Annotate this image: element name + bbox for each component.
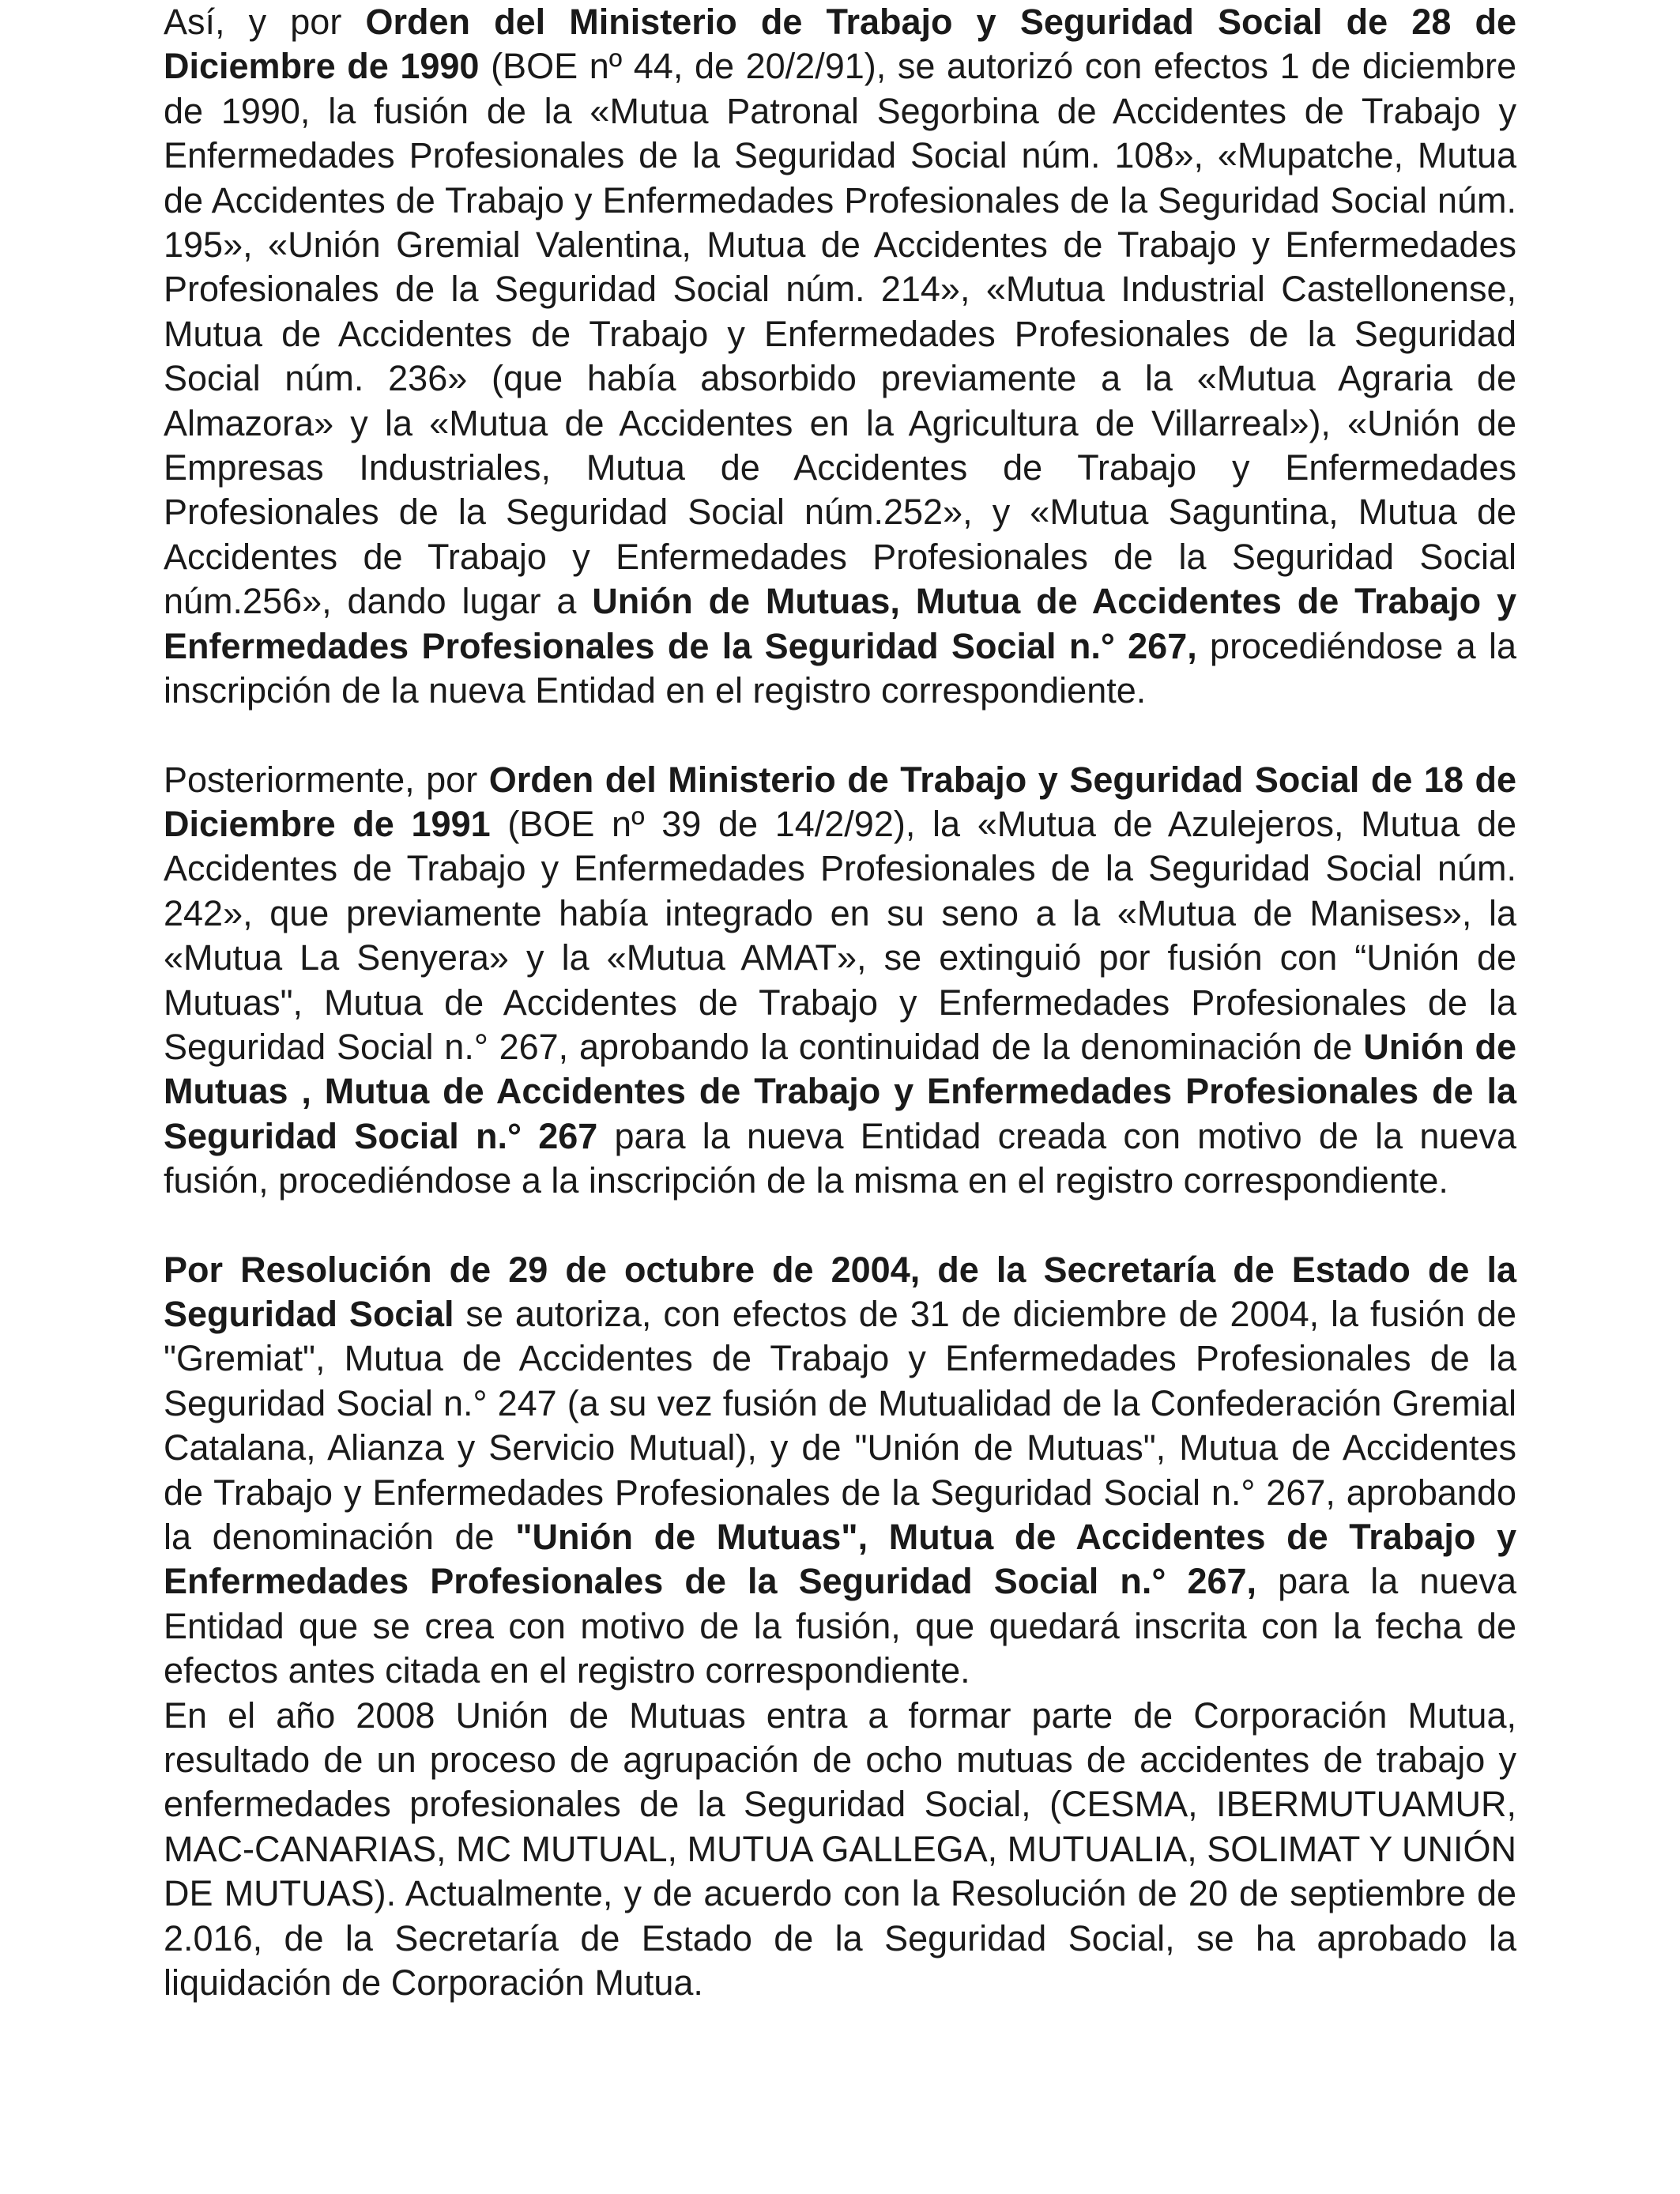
bold-order-reference: Orden del Ministerio de Trabajo y Seguridad Social de 28 de Diciembre de 1990	[164, 2, 1516, 87]
text-segment: Así, y por	[164, 2, 366, 42]
text-segment: (BOE nº 39 de 14/2/92), la «Mutua de Azulejeros, Mutua de Accidentes de Trabajo y Enfermedades Profesionales de la Seguridad Social núm. 242», que previamente había integrado en su seno a la «Mutua de Manises», la «Mutua La Senyera» y la «Mutua AMAT», se extinguió por fusión con “Unión de Mutuas", Mutua de Accidentes de Trabajo y Enfermedades Profesionales de la Seguridad Social n.° 267, aprobando la continuidad de la denominación de	[164, 803, 1516, 1067]
text-segment: Posteriormente, por	[164, 759, 489, 800]
bold-order-reference: Orden del Ministerio de Trabajo y Seguridad Social de 18 de Diciembre de 1991	[164, 759, 1516, 844]
text-segment: para la nueva Entidad creada con motivo de la nueva fusión, procediéndose a la inscripción de la misma en el registro correspondiente.	[164, 1115, 1517, 1201]
paragraph-spacer	[164, 714, 1516, 758]
bold-entity-name: Unión de Mutuas , Mutua de Accidentes de Trabajo y Enfermedades Profesionales de la Seguridad Social n.° 267	[164, 1026, 1516, 1156]
text-segment: se autoriza, con efectos de 31 de diciembre de 2004, la fusión de "Gremiat", Mutua de Accidentes de Trabajo y Enfermedades Profesionales de la Seguridad Social n.° 247 (a su vez fusión de Mutualidad de la Confederación Gremial Catalana, Alianza y Servicio Mutual), y de "Unión de Mutuas", Mutua de Accidentes de Trabajo y Enfermedades Profesionales de la Seguridad Social n.° 267, aprobando la denominación de	[164, 1293, 1516, 1557]
bold-entity-name: "Unión de Mutuas", Mutua de Accidentes de Trabajo y Enfermedades Profesionales de la Seguridad Social n.° 267,	[164, 1517, 1516, 1602]
paragraph-2008-corporacion	[164, 1694, 1516, 2006]
bold-resolution-reference: Por Resolución de 29 de octubre de 2004, de la Secretaría de Estado de la Seguridad Social	[164, 1249, 1516, 1334]
text-segment: (BOE nº 44, de 20/2/91), se autorizó con efectos 1 de diciembre de 1990, la fusión de la «Mutua Patronal Segorbina de Accidentes de Trabajo y Enfermedades Profesionales de la Seguridad Social núm. 108», «Mupatche, Mutua de Accidentes de Trabajo y Enfermedades Profesionales de la Seguridad Social núm. 195», «Unión Gremial Valentina, Mutua de Accidentes de Trabajo y Enfermedades Profesionales de la Seguridad Social núm. 214», «Mutua Industrial Castellonense, Mutua de Accidentes de Trabajo y Enfermedades Profesionales de la Seguridad Social núm. 236» (que había absorbido previamente a la «Mutua Agraria de Almazora» y la «Mutua de Accidentes en la Agricultura de Villarreal»), «Unión de Empresas Industriales, Mutua de Accidentes de Trabajo y Enfermedades Profesionales de la Seguridad Social núm.252», y «Mutua Saguntina, Mutua de Accidentes de Trabajo y Enfermedades Profesionales de la Seguridad Social núm.256», dando lugar a	[164, 46, 1516, 622]
paragraph-2004-fusion	[164, 1248, 1516, 1694]
paragraph-1991-fusion	[164, 758, 1516, 1204]
bold-entity-name: Unión de Mutuas, Mutua de Accidentes de Trabajo y Enfermedades Profesionales de la Seguridad Social n.° 267,	[164, 581, 1516, 666]
text-segment: En el año 2008 Unión de Mutuas entra a formar parte de Corporación Mutua, resultado de un proceso de agrupación de ocho mutuas de accidentes de trabajo y enfermedades profesionales de la Seguridad Social, (CESMA, IBERMUTUAMUR, MAC-CANARIAS, MC MUTUAL, MUTUA GALLEGA, MUTUALIA, SOLIMAT Y UNIÓN DE MUTUAS). Actualmente, y de acuerdo con la Resolución de 20 de septiembre de 2.016, de la Secretaría de Estado de la Seguridad Social, se ha aprobado la liquidación de Corporación Mutua.	[164, 1695, 1516, 2004]
text-segment: procediéndose a la inscripción de la nueva Entidad en el registro correspondiente.	[164, 625, 1516, 711]
paragraph-spacer	[164, 1204, 1516, 1248]
document-page	[164, 0, 1516, 2005]
text-segment: para la nueva Entidad que se crea con motivo de la fusión, que quedará inscrita con la fecha de efectos antes citada en el registro correspondiente.	[164, 1561, 1516, 1691]
paragraph-1990-fusion	[164, 0, 1516, 714]
